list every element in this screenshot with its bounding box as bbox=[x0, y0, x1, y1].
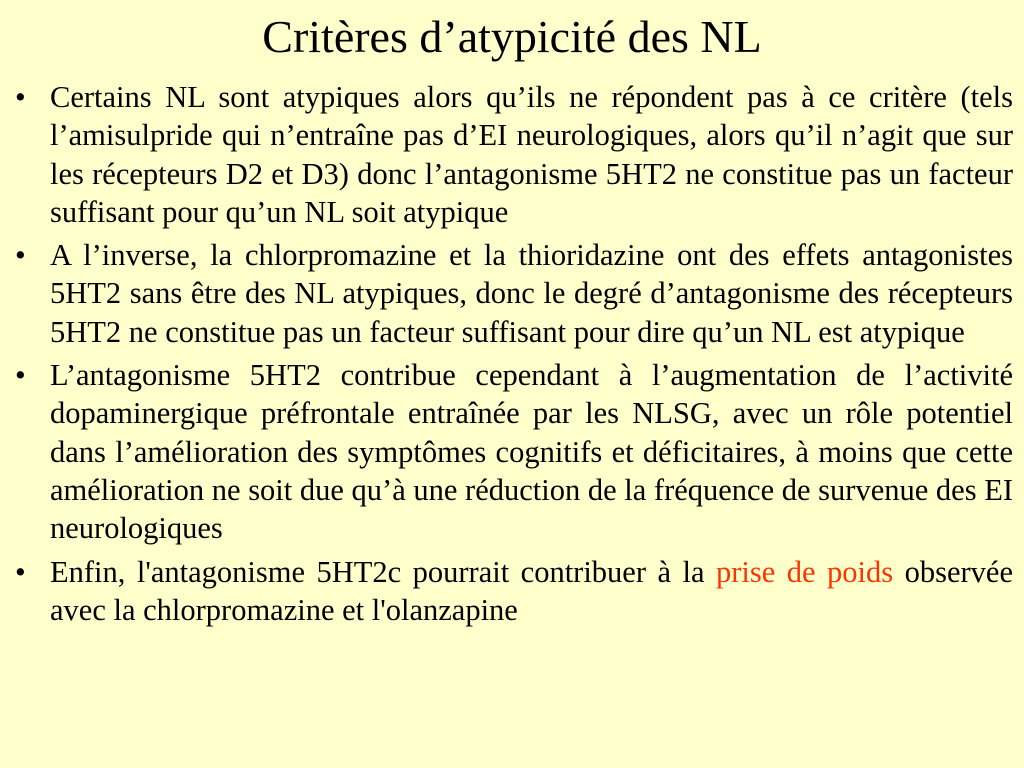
bullet-list bbox=[0, 78, 1024, 634]
bullet-item-1 bbox=[0, 78, 1024, 231]
bullet-text: A l’inverse, la chlorpromazine et la thioridazine ont des effets antagonistes 5HT2 sans être des NL atypiques, donc le degré d’antagonisme des récepteurs 5HT2 ne constitue pas un facteur suffisant pour dire qu’un NL est atypique bbox=[50, 238, 1013, 349]
bullet-icon: • bbox=[15, 80, 26, 114]
bullet-text: Certains NL sont atypiques alors qu’ils ne répondent pas à ce critère (tels l’amisulpride qui n’entraîne pas d’EI neurologiques, alors qu’il n’agit que sur les récepteurs D2 et D3) donc l’antagonisme 5HT2 ne constitue pas un facteur suffisant pour qu’un NL soit atypique bbox=[50, 80, 1013, 229]
bullet-item-3 bbox=[0, 356, 1024, 547]
bullet-icon: • bbox=[15, 238, 26, 273]
highlighted-term: prise de poids bbox=[716, 554, 894, 589]
bullet-text-after: observée avec la chlorpromazine et l'olanzapine bbox=[50, 554, 1014, 627]
slide-title: Critères d’atypicité des NL bbox=[262, 11, 762, 62]
bullet-icon: • bbox=[15, 554, 26, 589]
bullet-item-4 bbox=[0, 553, 1024, 630]
bullet-text-before: Enfin, l'antagonisme 5HT2c pourrait contribuer à la bbox=[50, 554, 716, 589]
bullet-item-2 bbox=[0, 236, 1024, 351]
bullet-icon: • bbox=[15, 358, 26, 393]
bullet-text: L’antagonisme 5HT2 contribue cependant à l’augmentation de l’activité dopaminergique préfrontale entraînée par les NLSG, avec un rôle potentiel dans l’amélioration des symptômes cognitifs et déficitaires, à moins que cette amélioration ne soit due qu’à une réduction de la fréquence de survenue des EI neurologiques bbox=[50, 358, 1013, 546]
